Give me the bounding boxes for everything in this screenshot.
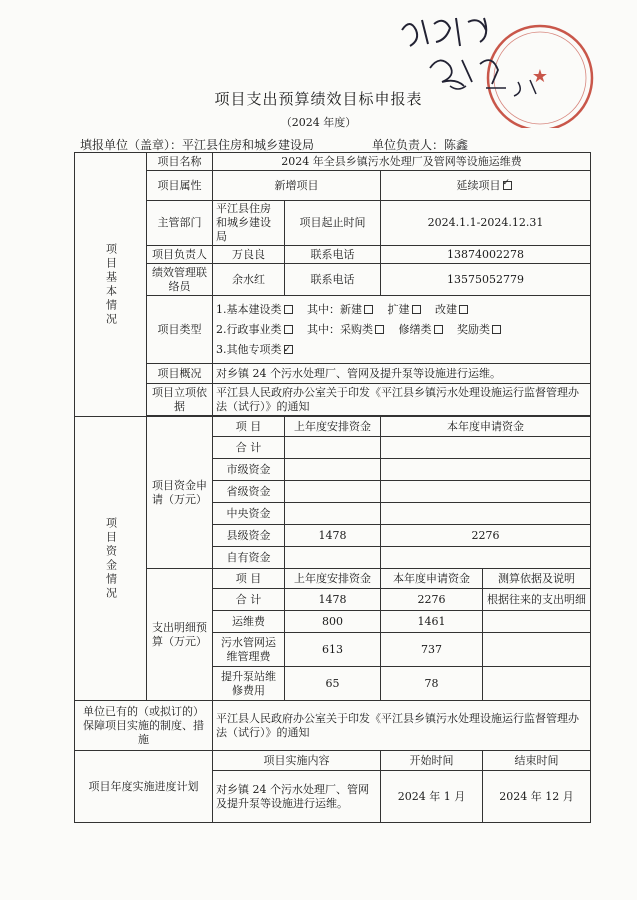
schedule-head-start: 开始时间 bbox=[381, 751, 483, 771]
measures-value: 平江县人民政府办公室关于印发《平江县乡镇污水处理设施运行监督管理办法（试行）》的通知 bbox=[213, 701, 591, 751]
type-other-checkbox bbox=[284, 345, 293, 354]
schedule-head-content: 项目实施内容 bbox=[213, 751, 381, 771]
detail-row-this: 737 bbox=[381, 633, 483, 667]
dept-value: 平江县住房和城乡建设局 bbox=[213, 201, 285, 246]
leader-value: 万良良 bbox=[213, 246, 285, 264]
detail-head-basis: 测算依据及说明 bbox=[483, 569, 591, 589]
basis-label: 项目立项依据 bbox=[147, 384, 213, 416]
type-purchase-checkbox bbox=[375, 325, 384, 334]
contact-phone: 13575052779 bbox=[381, 264, 591, 296]
detail-row-this: 2276 bbox=[381, 589, 483, 611]
schedule-content: 对乡镇 24 个污水处理厂、管网及提升泵等设施进行运维。 bbox=[213, 771, 381, 823]
measures-label: 单位已有的（或拟订的）保障项目实施的制度、措施 bbox=[75, 701, 213, 751]
project-name-value: 2024 年全县乡镇污水处理厂及管网等设施运维费 bbox=[213, 153, 591, 171]
detail-row-this: 1461 bbox=[381, 611, 483, 633]
basis-value: 平江县人民政府办公室关于印发《平江县乡镇污水处理设施运行监督管理办法（试行）》的通知 bbox=[213, 384, 591, 416]
apply-row-name: 县级资金 bbox=[213, 525, 285, 547]
apply-row-last bbox=[285, 437, 381, 459]
apply-row-this: 2276 bbox=[381, 525, 591, 547]
svg-text:★: ★ bbox=[531, 66, 549, 87]
apply-row-name: 市级资金 bbox=[213, 459, 285, 481]
type-repair-checkbox bbox=[434, 325, 443, 334]
detail-row-basis bbox=[483, 611, 591, 633]
detail-row-this: 78 bbox=[381, 667, 483, 701]
apply-row-last bbox=[285, 547, 381, 569]
apply-row-this bbox=[381, 481, 591, 503]
leader-label: 项目负责人 bbox=[147, 246, 213, 264]
contact-phone-label: 联系电话 bbox=[285, 264, 381, 296]
attr-new: 新增项目 bbox=[213, 171, 381, 201]
apply-row-this bbox=[381, 547, 591, 569]
section-funds: 项目资金情况 bbox=[75, 417, 147, 701]
document-year: （2024 年度） bbox=[280, 116, 357, 129]
detail-row-basis bbox=[483, 667, 591, 701]
detail-label: 支出明细预算（万元） bbox=[147, 569, 213, 701]
type-options: 1.基本建设类 其中：新建 扩建 改建 2.行政事业类 其中：采购类 修缮类 奖励类 3.其他专项类✓ bbox=[213, 296, 591, 364]
schedule-label: 项目年度实施进度计划 bbox=[75, 751, 213, 823]
detail-row-name: 运维费 bbox=[213, 611, 285, 633]
contact-value: 余水红 bbox=[213, 264, 285, 296]
leader-phone: 13874002278 bbox=[381, 246, 591, 264]
apply-row-this bbox=[381, 437, 591, 459]
detail-row-last: 613 bbox=[285, 633, 381, 667]
detail-head-this: 本年度申请资金 bbox=[381, 569, 483, 589]
attr-continue-checkbox bbox=[503, 181, 512, 190]
apply-row-name: 合 计 bbox=[213, 437, 285, 459]
apply-row-last bbox=[285, 503, 381, 525]
detail-row-last: 800 bbox=[285, 611, 381, 633]
type-new-checkbox bbox=[364, 305, 373, 314]
detail-row-basis: 根据往来的支出明细 bbox=[483, 589, 591, 611]
contact-label: 绩效管理联络员 bbox=[147, 264, 213, 296]
apply-row-this bbox=[381, 503, 591, 525]
overview-value: 对乡镇 24 个污水处理厂、管网及提升泵等设施进行运维。 bbox=[213, 364, 591, 384]
apply-row-last bbox=[285, 459, 381, 481]
apply-row-name: 自有资金 bbox=[213, 547, 285, 569]
budget-form-table bbox=[74, 152, 591, 823]
dept-label: 主管部门 bbox=[147, 201, 213, 246]
schedule-start: 2024 年 1 月 bbox=[381, 771, 483, 823]
detail-row-name: 污水管网运维管理费 bbox=[213, 633, 285, 667]
detail-row-basis bbox=[483, 633, 591, 667]
detail-row-last: 1478 bbox=[285, 589, 381, 611]
detail-row-name: 提升泵站维修费用 bbox=[213, 667, 285, 701]
apply-row-last bbox=[285, 481, 381, 503]
period-label: 项目起止时间 bbox=[285, 201, 381, 246]
apply-row-last: 1478 bbox=[285, 525, 381, 547]
reporting-unit: 填报单位（盖章）：平江县住房和城乡建设局 bbox=[80, 138, 315, 152]
apply-head-last: 上年度安排资金 bbox=[285, 417, 381, 437]
type-label: 项目类型 bbox=[147, 296, 213, 364]
official-seal-and-signature bbox=[390, 8, 630, 128]
apply-label: 项目资金申请（万元） bbox=[147, 417, 213, 569]
type-reward-checkbox bbox=[492, 325, 501, 334]
project-name-label: 项目名称 bbox=[147, 153, 213, 171]
section-basic-info: 项目基本情况 bbox=[75, 153, 147, 417]
apply-row-this bbox=[381, 459, 591, 481]
type-expand-checkbox bbox=[412, 305, 421, 314]
type-capital-checkbox bbox=[284, 305, 293, 314]
period-value: 2024.1.1-2024.12.31 bbox=[381, 201, 591, 246]
schedule-end: 2024 年 12 月 bbox=[483, 771, 591, 823]
apply-head-this: 本年度申请资金 bbox=[381, 417, 591, 437]
detail-row-name: 合 计 bbox=[213, 589, 285, 611]
type-rebuild-checkbox bbox=[459, 305, 468, 314]
overview-label: 项目概况 bbox=[147, 364, 213, 384]
project-attr-label: 项目属性 bbox=[147, 171, 213, 201]
apply-row-name: 省级资金 bbox=[213, 481, 285, 503]
detail-head-last: 上年度安排资金 bbox=[285, 569, 381, 589]
attr-continue: 延续项目✓ bbox=[381, 171, 591, 201]
detail-row-last: 65 bbox=[285, 667, 381, 701]
type-admin-checkbox bbox=[284, 325, 293, 334]
document-title: 项目支出预算绩效目标申报表 bbox=[214, 90, 423, 108]
leader-phone-label: 联系电话 bbox=[285, 246, 381, 264]
apply-row-name: 中央资金 bbox=[213, 503, 285, 525]
unit-head: 单位负责人：陈鑫 bbox=[372, 138, 469, 152]
detail-head-item: 项 目 bbox=[213, 569, 285, 589]
schedule-head-end: 结束时间 bbox=[483, 751, 591, 771]
apply-head-item: 项 目 bbox=[213, 417, 285, 437]
